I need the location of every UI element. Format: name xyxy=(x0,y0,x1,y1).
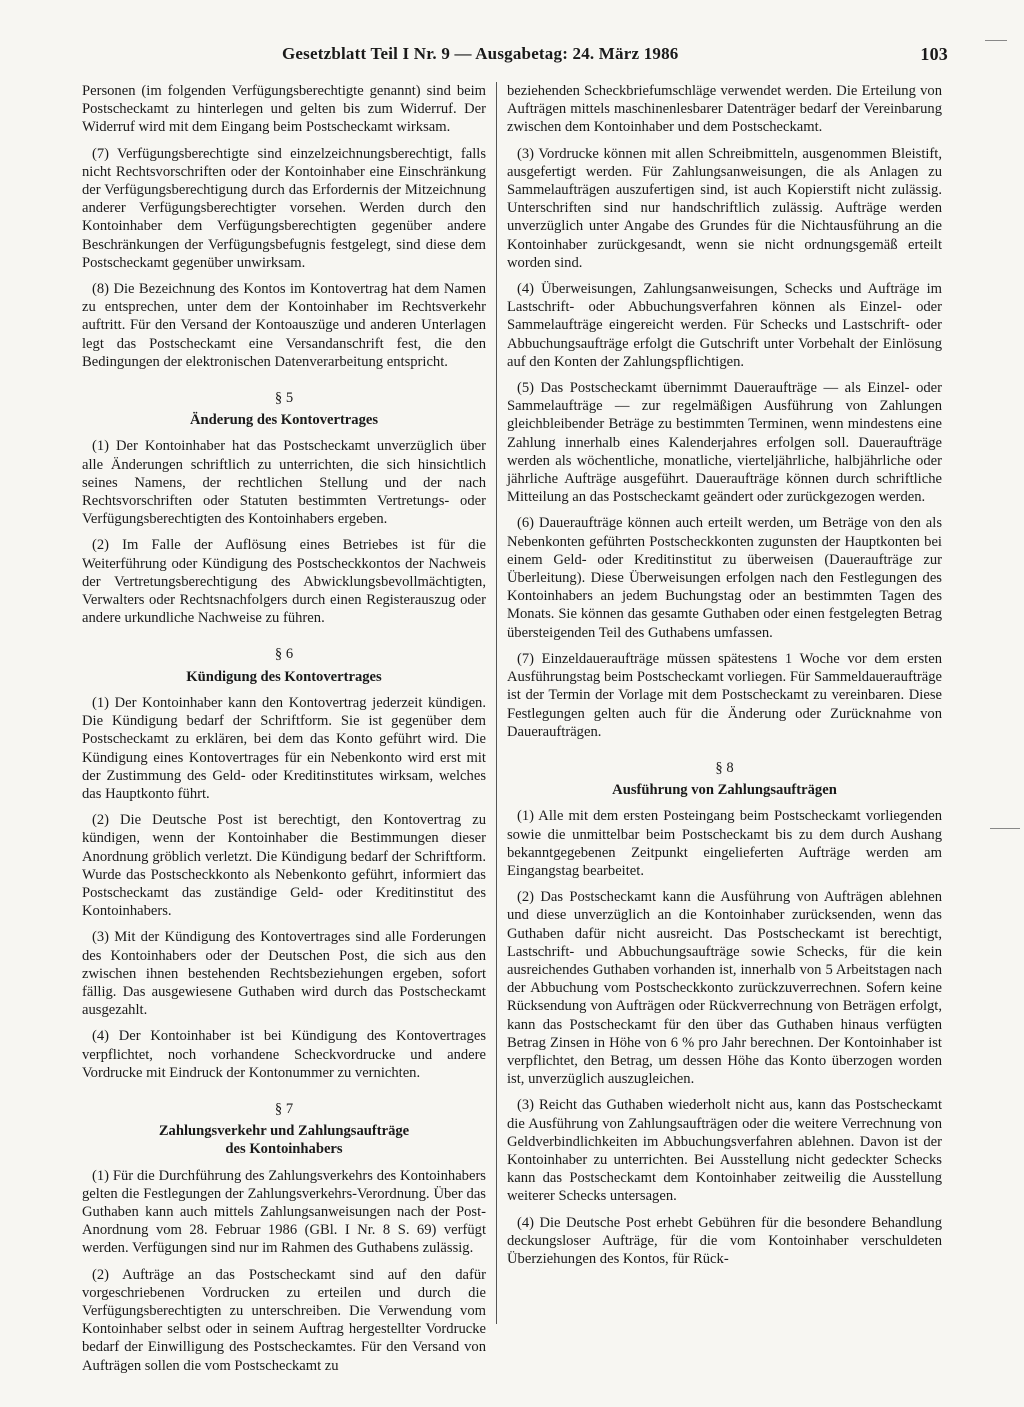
paragraph: (2) Aufträge an das Postscheckamt sind auf den dafür vorgeschriebenen Vordrucken zu erteilen und durch die Verfügungsberechtigten zu unterschreiben. Die Verwendung vom Kontoinhaber selbst oder in seinem Auftrag hergestellter Vordrucke bedarf der Einwilligung des Postscheckamtes. Für den Versand von Aufträgen sollen die vom Postscheckamt zu xyxy=(82,1266,486,1374)
scan-mark xyxy=(990,828,1020,829)
paragraph: Personen (im folgenden Verfügungsberechtigte genannt) sind beim Postscheckamt zu hinterlegen und gelten bis zum Widerruf. Der Widerruf wird mit dem Eingang beim Postscheckamt wirksam. xyxy=(82,83,486,136)
paragraph: (2) Im Falle der Auflösung eines Betriebes ist für die Weiterführung oder Kündigung des Postscheckkontos der Nachweis der Vertretungsberechtigung des Abwicklungsbevollmächtigten, Verwalters oder Rechtsnachfolgers durch einen Registerauszug oder andere urkundliche Nachweise zu führen. xyxy=(82,537,486,627)
page-header xyxy=(82,42,948,68)
header-title: Gesetzblatt Teil I Nr. 9 — Ausgabetag: 24. März 1986 xyxy=(282,44,679,63)
paragraph: (4) Überweisungen, Zahlungsanweisungen, Schecks und Aufträge im Lastschrift- oder Abbuchungsverfahren können als Einzel- oder Sammelaufträge eingereicht werden. Für Schecks und Lastschrift- oder Abbuchungsaufträge erfolgt die Gutschrift unter Vorbehalt der Einlösung auf den Konten der Zahlungspflichtigen. xyxy=(507,281,942,370)
left-column xyxy=(82,82,486,1383)
section-title-continued: des Kontoinhabers xyxy=(225,1141,343,1158)
paragraph: (5) Das Postscheckamt übernimmt Daueraufträge — als Einzel- oder Sammelaufträge — zur regelmäßigen Ausführung von Zahlungen gleichbleibender Beträge zu bestimmten Terminen, wenn mindestens eine Zahlung innerhalb eines Kalenderjahres erfolgen soll. Daueraufträge werden als wöchentliche, monatliche, vierteljährliche, halbjährliche oder jährliche Aufträge ausgeführt. Daueraufträge können durch schriftliche Mitteilung an das Postscheckamt geändert oder zurückgezogen werden. xyxy=(507,380,942,506)
section-number: § 6 xyxy=(274,646,294,663)
paragraph: (3) Vordrucke können mit allen Schreibmitteln, ausgenommen Bleistift, ausgefertigt werden. Für Zahlungsanweisungen, die als Anlagen zu Sammelaufträgen auszufertigen sind, ist auch Kopierstift nicht zulässig. Unterschriften sind nur handschriftlich zulässig. Aufträge werden unverzüglich unter Angabe des Grundes für die Nichtausführung an die Kontoinhaber zurückgesandt, wenn sie nicht ordnungsgemäß erteilt worden sind. xyxy=(507,145,942,271)
page-number: 103 xyxy=(920,44,948,64)
section-number: § 5 xyxy=(274,390,294,407)
section-title: Zahlungsverkehr und Zahlungsaufträge xyxy=(158,1123,410,1140)
paragraph: (1) Der Kontoinhaber hat das Postscheckamt unverzüglich über alle Änderungen schriftlich zu unterrichten, die sich hinsichtlich seines Namens, der rechtlichen Stellung und der nach Rechtsvorschriften oder Statuten bestimmten Vertretungs- oder Verfügungsberechtigten des Kontoinhabers ergeben. xyxy=(82,438,486,528)
section-title: Ausführung von Zahlungsaufträgen xyxy=(612,782,837,799)
paragraph: (7) Verfügungsberechtigte sind einzelzeichnungsberechtigt, falls nicht Rechtsvorschriften oder der Kontoinhaber eine Einschränkung der Verfügungsberechtigung durch das Erfordernis der Mitzeichnung anderer Verfügungsberechtigter vorsehen. Werden durch den Kontoinhaber dem Verfügungsberechtigten gegenüber andere Beschränkungen der Verfügungsbefugnis festgelegt, sind diese dem Postscheckamt gegenüber unwirksam. xyxy=(82,145,486,271)
paragraph: (1) Der Kontoinhaber kann den Kontovertrag jederzeit kündigen. Die Kündigung bedarf der Schriftform. Sie ist gegenüber dem Postscheckamt zu erklären, bei dem das Konto geführt wird. Die Kündigung eines Kontovertrages für ein Nebenkonto wird erst mit der Zustimmung des Geld- oder Kreditinstitutes wirksam, welches das Hauptkonto führt. xyxy=(82,694,486,802)
right-column xyxy=(507,82,942,1276)
paragraph: (3) Reicht das Guthaben wiederholt nicht aus, kann das Postscheckamt die Ausführung von Zahlungsaufträgen oder die weitere Verrechnung von Geldverbindlichkeiten im Abbuchungsverfahren ablehnen. Davon ist der Kontoinhaber zu unterrichten. Bei Ausstellung nicht gedeckter Schecks kann das Postscheckamt dem Kontoinhaber zeitweilig die Ausstellung weiterer Schecks untersagen. xyxy=(507,1097,942,1205)
scan-mark xyxy=(985,40,1007,41)
paragraph: (7) Einzeldaueraufträge müssen spätestens 1 Woche vor dem ersten Ausführungstag beim Postscheckamt vorliegen. Für Sammeldaueraufträge ist der Termin der Vorlage mit dem Postscheckamt zu vereinbaren. Diese Festlegungen gelten auch für die Änderung oder Zurücknahme von Daueraufträgen. xyxy=(507,650,942,740)
paragraph: (1) Alle mit dem ersten Posteingang beim Postscheckamt vorliegenden sowie die unmittelbar beim Postscheckamt bis zu dem durch Aushang bekanntgegebenen Zeitpunkt eingelieferten Aufträge werden am Eingangstag bearbeitet. xyxy=(507,808,942,879)
paragraph: beziehenden Scheckbriefumschläge verwendet werden. Die Erteilung von Aufträgen mittels maschinenlesbarer Datenträger bedarf der Vereinbarung zwischen dem Kontoinhaber und dem Postscheckamt. xyxy=(507,83,942,136)
paragraph: (2) Das Postscheckamt kann die Ausführung von Aufträgen ablehnen und diese unverzüglich an die Kontoinhaber zurücksenden, wenn das Guthaben dafür nicht ausreicht. Das Postscheckamt ist berechtigt, Lastschrift- und Abbuchungsaufträge sowie Schecks, für die kein ausreichendes Guthaben vorhanden ist, innerhalb von 5 Arbeitstagen nach der Abbuchung vom Postscheckkonto zurückzuverrechnen. Sofern keine Rücksendung von Aufträgen oder Rückverrechnung von Beträgen erfolgt, kann das Postscheckamt für den über das Guthaben hinaus verfügten Betrag Zinsen in Höhe von 6 % pro Jahr berechnen. Der Kontoinhaber ist verpflichtet, den Betrag, um dessen Höhe das Konto überzogen worden ist, unverzüglich auszugleichen. xyxy=(507,889,942,1088)
section-number: § 8 xyxy=(715,759,734,776)
paragraph: (6) Daueraufträge können auch erteilt werden, um Beträge von den als Nebenkonten geführten Postscheckkonten zugunsten der Hauptkonten bei einem Geld- oder Kreditinstitut zu überweisen (Daueraufträge zur Überleitung). Diese Überweisungen erfolgen nach den Festlegungen des Kontoinhabers an jedem Buchungstag oder an bestimmten Tagen des Monats. Sie können das gesamte Guthaben oder einen festgelegten Betrag übersteigenden Teil des Guthabens umfassen. xyxy=(507,515,942,641)
paragraph: (4) Der Kontoinhaber ist bei Kündigung des Kontovertrages verpflichtet, noch vorhandene Scheckvordrucke und andere Vordrucke mit Eindruck der Kontonummer zu vernichten. xyxy=(82,1028,486,1081)
column-divider xyxy=(496,82,497,1324)
paragraph: (3) Mit der Kündigung des Kontovertrages sind alle Forderungen des Kontoinhabers oder der Deutschen Post, die sich aus den zwischen ihnen bestehenden Rechtsbeziehungen ergeben, sofort fällig. Das ausgewiesene Guthaben wird durch das Postscheckamt ausgezahlt. xyxy=(82,929,486,1019)
paragraph: (4) Die Deutsche Post erhebt Gebühren für die besondere Behandlung deckungsloser Aufträge, für die vom Kontoinhaber verschuldeten Überziehungen des Kontos, für Rück- xyxy=(507,1214,942,1267)
section-title: Änderung des Kontovertrages xyxy=(189,412,379,429)
section-number: § 7 xyxy=(274,1100,294,1117)
paragraph: (8) Die Bezeichnung des Kontos im Kontovertrag hat dem Namen zu entsprechen, unter dem der Kontoinhaber im Rechtsverkehr auftritt. Für den Versand der Kontoauszüge und anderen Unterlagen legt das Postscheckamt eine Versandanschrift fest, die den Bedingungen der elektronischen Datenverarbeitung entspricht. xyxy=(82,281,486,370)
section-title: Kündigung des Kontovertrages xyxy=(186,668,382,685)
paragraph: (1) Für die Durchführung des Zahlungsverkehrs des Kontoinhabers gelten die Festlegungen der Zahlungsverkehrs-Verordnung. Über das Guthaben kann auch mittels Zahlungsanweisungen nach der Post-Anordnung vom 28. Februar 1986 (GBl. I Nr. 8 S. 69) verfügt werden. Verfügungen sind nur im Rahmen des Guthabens zulässig. xyxy=(82,1167,486,1257)
paragraph: (2) Die Deutsche Post ist berechtigt, den Kontovertrag zu kündigen, wenn der Kontoinhaber die Bestimmungen dieser Anordnung gröblich verletzt. Die Kündigung bedarf der Schriftform. Wurde das Postscheckkonto als Nebenkonto geführt, informiert das Postscheckamt das zuständige Geld- oder Kreditinstitut des Kontoinhabers. xyxy=(82,812,486,920)
